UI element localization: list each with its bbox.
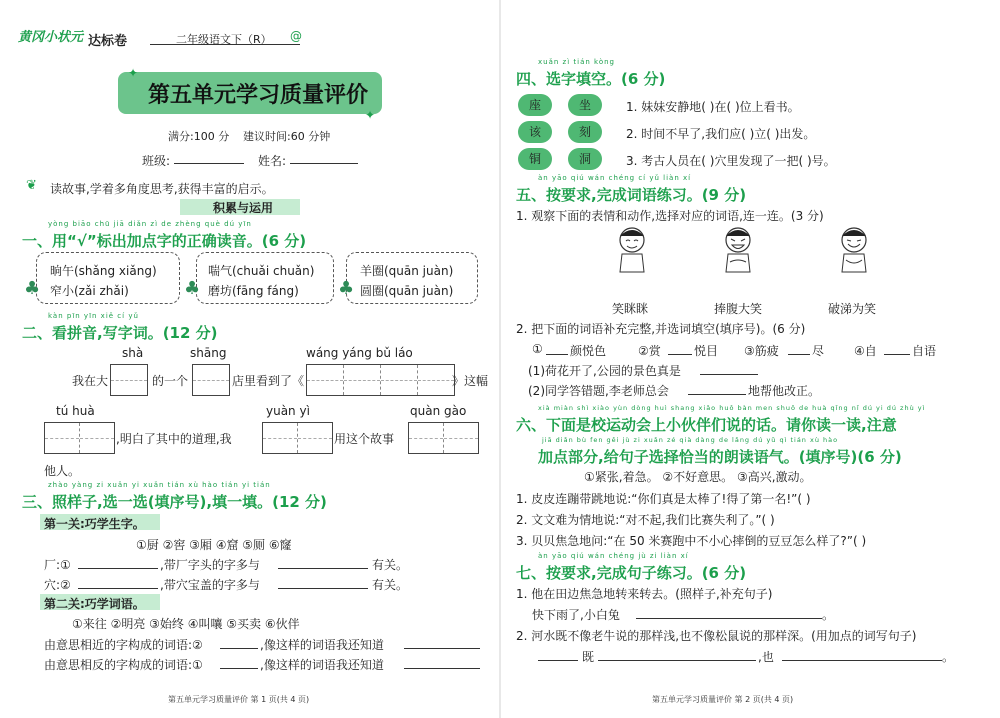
s6-q[interactable]: 1. 皮皮连蹦带跳地说:“你们真是太棒了!得了第一名!”( ): [516, 492, 811, 506]
writing-grid[interactable]: [44, 422, 115, 454]
series-label: 达标卷: [88, 34, 128, 49]
s3-line: ,像这样的词语我还知道: [260, 638, 384, 652]
writing-grid[interactable]: [110, 364, 148, 396]
s5-pinyin: àn yāo qiú wán chéng cí yǔ liàn xí: [538, 174, 692, 182]
s6-q[interactable]: 2. 文文难为情地说:“对不起,我们比赛失利了。”( ): [516, 513, 775, 527]
writing-grid[interactable]: [306, 364, 455, 396]
reading-item[interactable]: 磨坊(fāng fáng): [208, 284, 299, 298]
score-text: 满分:100 分: [168, 130, 230, 143]
tone-options: ①紧张,着急。 ②不好意思。 ③高兴,激动。: [584, 470, 812, 484]
fill-word: ①: [532, 342, 543, 356]
s3-title: 三、照样子,选一选(填序号),填一填。(12 分): [22, 493, 327, 511]
pinyin-prompt: shāng: [190, 346, 227, 360]
char-chip: 该: [518, 121, 552, 143]
char-chip: 刻: [568, 121, 602, 143]
period: 。: [942, 650, 955, 664]
leaf-icon: ❦: [26, 178, 37, 193]
s2-pinyin: kàn pīn yīn xiě cí yǔ: [48, 312, 139, 320]
s3-line: 由意思相近的字构成的词语:②: [44, 638, 203, 652]
char-options: ①厨 ②窖 ③厢 ④窟 ⑤厕 ⑥窿: [136, 538, 292, 552]
answer-blank[interactable]: [782, 660, 942, 661]
word-options: ①来往 ②明亮 ③始终 ④叫嚷 ⑤买卖 ⑥伙伴: [72, 617, 300, 631]
s4-title: 四、选字填空。(6 分): [516, 70, 666, 88]
s2-text: 的一个: [152, 374, 189, 388]
match-word[interactable]: 笑眯眯: [612, 302, 649, 316]
s7-q2b: ,也: [758, 650, 774, 664]
level-2-label: 第二关:巧学词语。: [44, 597, 145, 611]
sparkle-icon: ✦: [365, 108, 376, 122]
face-laughing[interactable]: [720, 224, 756, 274]
cactus-icon: ♣: [184, 278, 201, 299]
char-chip: 坐: [568, 94, 602, 116]
class-label: 班级:: [142, 154, 171, 168]
answer-blank[interactable]: [404, 668, 480, 669]
s6-q[interactable]: 3. 贝贝焦急地问:“在 50 米赛跑中不小心摔倒的豆豆怎么样了?”( ): [516, 534, 867, 548]
fill-word: 自语: [912, 344, 937, 358]
cactus-icon: ♣: [24, 278, 41, 299]
face-crying-laughing[interactable]: [836, 224, 872, 274]
s4-pinyin: xuǎn zì tián kòng: [538, 58, 615, 66]
s7-title: 七、按要求,完成句子练习。(6 分): [516, 564, 747, 582]
s7-q2a: 既: [582, 650, 595, 664]
face-smiling[interactable]: [614, 224, 650, 274]
pinyin-prompt: shà: [122, 346, 144, 360]
answer-blank[interactable]: [636, 618, 822, 619]
s5-f2b: 地帮他改正。: [748, 384, 821, 398]
s2-text: ,明白了其中的道理,我: [116, 432, 232, 446]
writing-grid[interactable]: [408, 422, 479, 454]
s7-q1a: 快下雨了,小白兔: [532, 608, 620, 622]
answer-blank[interactable]: [278, 568, 368, 569]
s3-line: ,带厂字头的字多与: [160, 558, 260, 572]
s3-line: 有关。: [372, 558, 409, 572]
part-banner: 积累与运用: [213, 201, 274, 215]
s5-title: 五、按要求,完成词语练习。(9 分): [516, 186, 747, 204]
footer-right: 第五单元学习质量评价 第 2 页(共 4 页): [652, 695, 794, 704]
class-field[interactable]: [174, 163, 244, 164]
s2-text: 我在大: [72, 374, 109, 388]
s6-title-1: 六、下面是校运动会上小伙伴们说的话。请你读一读,注意: [516, 416, 897, 434]
answer-blank[interactable]: [404, 648, 480, 649]
writing-grid[interactable]: [262, 422, 333, 454]
s5-f1: (1)荷花开了,公园的景色真是: [528, 364, 681, 378]
name-label: 姓名:: [258, 154, 287, 168]
s3-line: 有关。: [372, 578, 409, 592]
s6-title-2: 加点部分,给句子选择恰当的朗读语气。(填序号)(6 分): [538, 448, 902, 466]
match-word[interactable]: 捧腹大笑: [714, 302, 763, 316]
answer-blank[interactable]: [220, 668, 258, 669]
footer-left: 第五单元学习质量评价 第 1 页(共 4 页): [168, 695, 310, 704]
match-word[interactable]: 破涕为笑: [828, 302, 877, 316]
s2-text: 店里看到了《: [232, 374, 305, 388]
fill-word: 尽: [812, 344, 825, 358]
s2-title: 二、看拼音,写字词。(12 分): [22, 324, 218, 342]
answer-blank[interactable]: [538, 660, 578, 661]
char-chip: 铜: [518, 148, 552, 170]
s3-pinyin: zhào yàng zi xuǎn yi xuǎn tián xù hào tián yi tián: [48, 481, 271, 489]
s7-q1: 1. 他在田边焦急地转来转去。(照样子,补充句子): [516, 587, 773, 601]
reading-item[interactable]: 窄小(zǎi zhǎi): [50, 284, 129, 298]
right-page: [502, 0, 1000, 718]
s3-line: 穴:②: [44, 578, 71, 592]
fill-word: ③筋疲: [744, 344, 779, 358]
answer-blank[interactable]: [78, 588, 158, 589]
answer-blank[interactable]: [546, 354, 568, 355]
fill-word: 悦目: [694, 344, 719, 358]
answer-blank[interactable]: [78, 568, 158, 569]
answer-blank[interactable]: [220, 648, 258, 649]
intro-text: 读故事,学着多角度思考,获得丰富的启示。: [50, 182, 274, 196]
reading-item[interactable]: 晌午(shǎng xiǎng): [50, 264, 157, 278]
s3-line: ,带穴宝盖的字多与: [160, 578, 260, 592]
char-chip: 洞: [568, 148, 602, 170]
s5-q1: 1. 观察下面的表情和动作,选择对应的词语,连一连。(3 分): [516, 209, 824, 223]
left-page: [0, 0, 498, 718]
s4-question: 3. 考古人员在( )穴里发现了一把( )号。: [626, 154, 836, 168]
char-chip: 座: [518, 94, 552, 116]
s2-text: 他人。: [44, 464, 81, 478]
reading-item[interactable]: 羊圈(quān juàn): [360, 264, 454, 278]
cactus-icon: ♣: [338, 278, 355, 299]
answer-blank[interactable]: [668, 354, 692, 355]
fill-word: ②赏: [638, 344, 661, 358]
s1-title: 一、用“√”标出加点字的正确读音。(6 分): [22, 232, 307, 250]
pinyin-prompt: yuàn yì: [266, 404, 310, 418]
s5-f2a: (2)同学答错题,李老师总会: [528, 384, 669, 398]
name-field[interactable]: [290, 163, 358, 164]
s2-text: 用这个故事: [334, 432, 395, 446]
s7-pinyin: àn yāo qiú wán chéng jù zi liàn xí: [538, 552, 689, 560]
s6-pinyin-1: xià miàn shì xiào yùn dòng huì shang xiǎo huǒ bàn men shuō de huà qǐng nǐ dú yi dú zhù yì: [538, 404, 926, 412]
answer-blank[interactable]: [700, 374, 758, 375]
swirl-icon: @: [290, 29, 302, 43]
answer-blank[interactable]: [884, 354, 910, 355]
answer-blank[interactable]: [788, 354, 810, 355]
s4-question: 1. 妹妹安静地( )在( )位上看书。: [626, 100, 800, 114]
reading-item[interactable]: 圆圈(quān juàn): [360, 284, 454, 298]
answer-blank[interactable]: [598, 660, 756, 661]
s5-q2: 2. 把下面的词语补充完整,并选词填空(填序号)。(6 分): [516, 322, 806, 336]
s3-line: 厂:①: [44, 558, 71, 572]
s3-line: ,像这样的词语我还知道: [260, 658, 384, 672]
sparkle-icon: ✦: [128, 66, 139, 80]
answer-blank[interactable]: [278, 588, 368, 589]
page-title: 第五单元学习质量评价: [148, 83, 369, 108]
s7-q2: 2. 河水既不像老牛说的那样浅,也不像松鼠说的那样深。(用加点的词写句子): [516, 629, 917, 643]
s3-line: 由意思相反的字构成的词语:①: [44, 658, 203, 672]
fill-word: 颜悦色: [570, 344, 607, 358]
writing-grid[interactable]: [192, 364, 230, 396]
page-fold: [499, 0, 501, 718]
s1-pinyin: yòng biāo chū jiā diǎn zì de zhèng què dú yīn: [48, 220, 252, 228]
level-1-label: 第一关:巧学生字。: [44, 517, 145, 531]
subject-label: 二年级语文下（R）: [176, 33, 272, 46]
period: 。: [822, 608, 835, 622]
time-text: 建议时间:60 分钟: [243, 130, 331, 143]
answer-blank[interactable]: [688, 394, 746, 395]
brand-logo: 黄冈小状元: [18, 30, 84, 45]
pinyin-prompt: tú huà: [56, 404, 95, 418]
fill-word: ④自: [854, 344, 877, 358]
s4-question: 2. 时间不早了,我们应( )立( )出发。: [626, 127, 816, 141]
s2-text: 》这幅: [452, 374, 489, 388]
pinyin-prompt: quàn gào: [410, 404, 467, 418]
s6-pinyin-2: jiā diǎn bù fen gěi jù zi xuǎn zé qià dàng de lǎng dú yǔ qì tián xù hào: [542, 436, 839, 444]
reading-item[interactable]: 喘气(chuǎi chuǎn): [208, 264, 315, 278]
pinyin-prompt: wáng yáng bǔ láo: [306, 346, 413, 360]
